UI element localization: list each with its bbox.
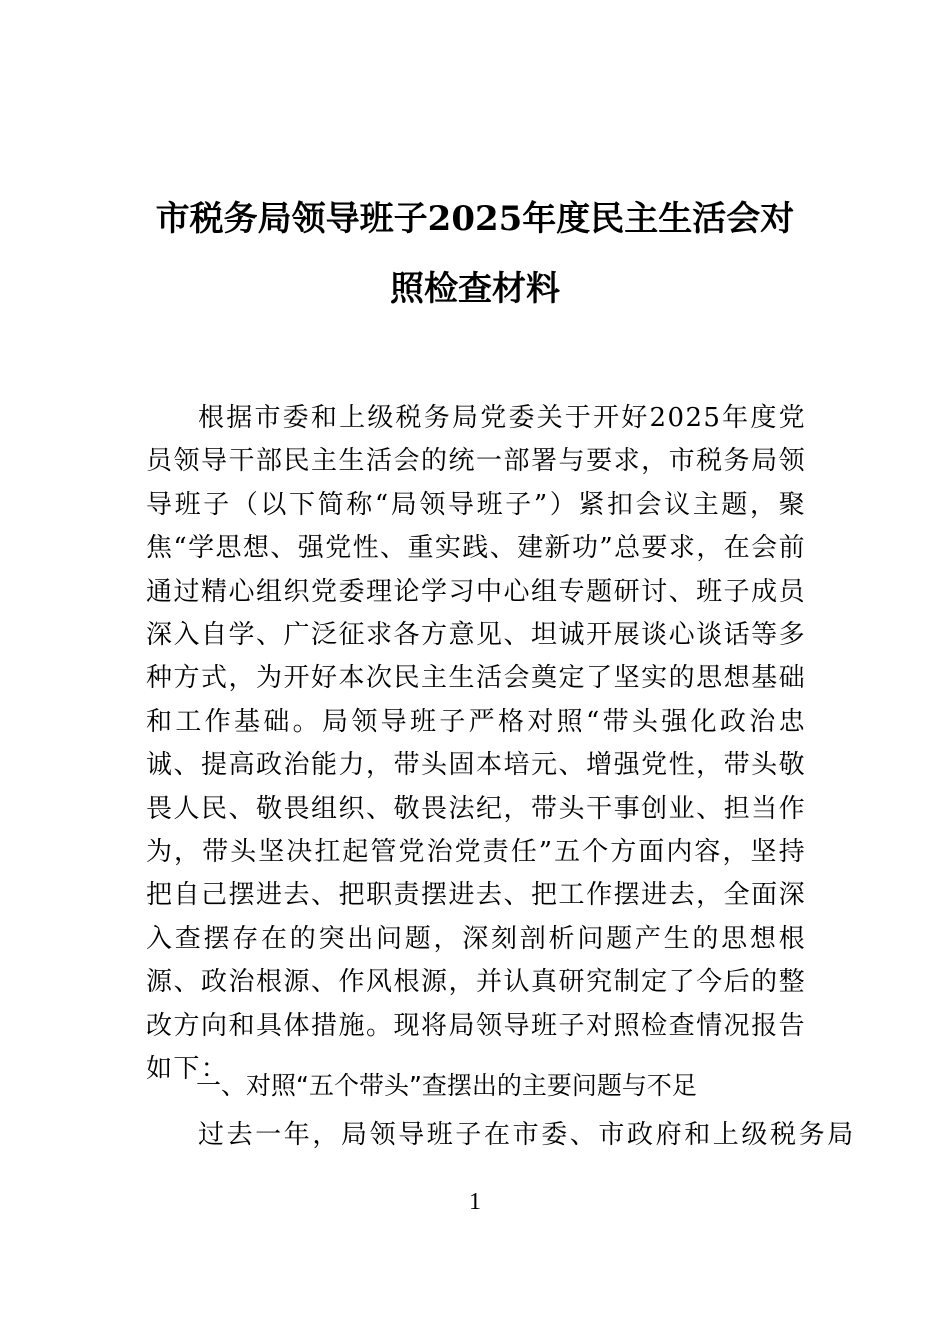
intro-paragraph: 根据市委和上级税务局党委关于开好2025年度党员领导干部民主生活会的统一部署与要求，市税务局领导班子（以下简称“局领导班子”）紧扣会议主题，聚焦“学思想、强党性、重实践、建新功”总要求，在会前通过精心组织党委理论学习中心组专题研讨、班子成员深入自学、广泛征求各方意见、坦诚开展谈心谈话等多种方式，为开好本次民主生活会奠定了坚实的思想基础和工作基础。局领导班子严格对照“带头强化政治忠诚、提高政治能力，带头固本培元、增强党性，带头敬畏人民、敬畏组织、敬畏法纪，带头干事创业、担当作为，带头坚决扛起管党治党责任”五个方面内容，坚持把自己摆进去、把职责摆进去、把工作摆进去，全面深入查摆存在的突出问题，深刻剖析问题产生的思想根源、政治根源、作风根源，并认真研究制定了今后的整改方向和具体措施。现将局领导班子对照检查情况报告如下：: [146, 403, 806, 1085]
section-heading-1: 一、对照“五个带头”查摆出的主要问题与不足: [196, 1071, 697, 1100]
document-title-line-1: 市税务局领导班子2025年度民主生活会对: [155, 199, 795, 239]
section-1-paragraph: 过去一年，局领导班子在市委、市政府和上级税务局: [198, 1120, 856, 1150]
document-title-line-2: 照检查材料: [390, 269, 560, 309]
page-number: 1: [469, 1189, 481, 1215]
